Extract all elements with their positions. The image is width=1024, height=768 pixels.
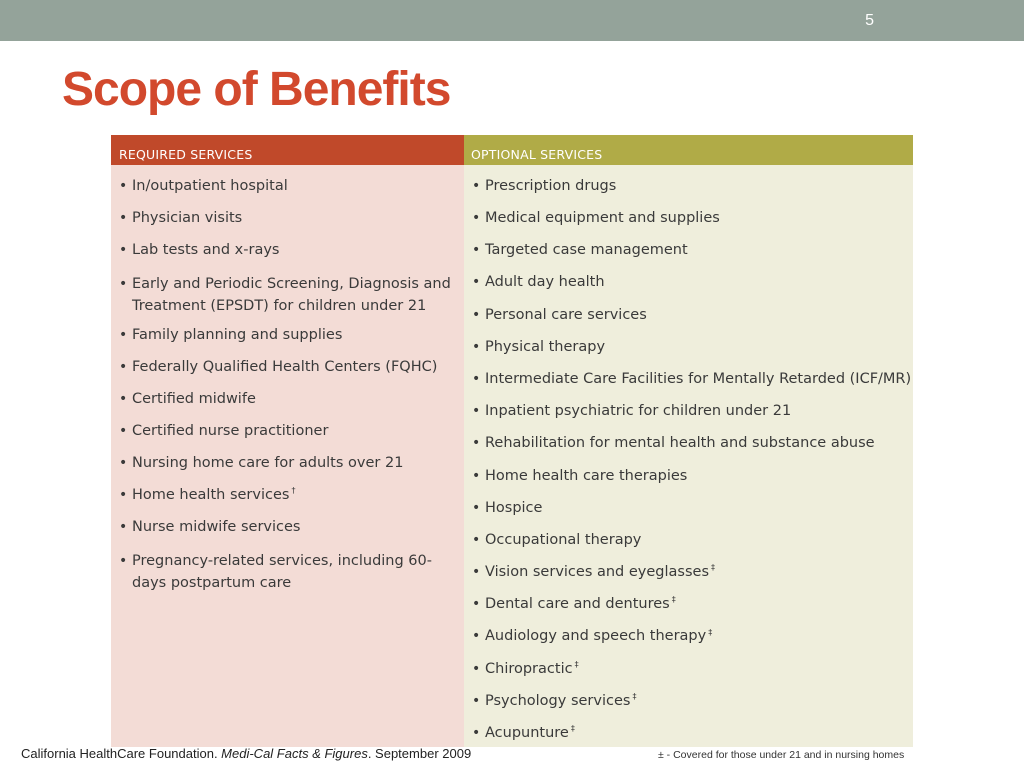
benefits-table <box>111 135 913 747</box>
list-item <box>111 358 464 377</box>
footnote-mark: ‡ <box>570 724 575 734</box>
list-item-text: Home health care therapies <box>485 467 688 484</box>
list-item <box>111 326 464 345</box>
list-item <box>464 563 913 582</box>
list-item <box>464 660 913 679</box>
list-item-text: Family planning and supplies <box>132 327 343 343</box>
footnote-mark: ‡ <box>671 595 676 605</box>
source-org: California HealthCare Foundation. <box>21 746 222 761</box>
required-services-column <box>111 135 464 747</box>
list-item-text: Nurse midwife services <box>132 519 301 535</box>
list-item <box>464 273 913 292</box>
list-item <box>111 390 464 409</box>
list-item <box>464 627 913 646</box>
list-item-text: Audiology and speech therapy <box>485 628 707 645</box>
list-item <box>464 241 913 260</box>
footnote: ± - Covered for those under 21 and in nursing homes <box>658 749 905 761</box>
list-item-text: Inpatient psychiatric for children under 21 <box>485 403 792 420</box>
list-item <box>464 692 913 711</box>
required-services-list <box>111 165 464 594</box>
list-item <box>111 273 464 317</box>
list-item-text: Physician visits <box>132 210 243 226</box>
list-item-text: Federally Qualified Health Centers (FQHC) <box>132 359 438 375</box>
list-item <box>111 422 464 441</box>
footnote-mark: ‡ <box>632 691 637 701</box>
list-item <box>464 209 913 228</box>
list-item-text: Intermediate Care Facilities for Mentally Retarded (ICF/MR) <box>485 370 912 387</box>
list-item-text: Early and Periodic Screening, Diagnosis and Treatment (EPSDT) for children under 21 <box>132 276 451 314</box>
list-item-text: Occupational therapy <box>485 531 642 548</box>
list-item <box>464 467 913 486</box>
slide-number: 5 <box>865 12 874 29</box>
optional-services-header: OPTIONAL SERVICES <box>464 135 913 165</box>
list-item-text: Certified nurse practitioner <box>132 423 329 439</box>
source-date: . September 2009 <box>367 746 472 761</box>
footnote-mark: † <box>291 486 296 496</box>
list-item-text: Dental care and dentures <box>485 596 670 613</box>
list-item <box>464 402 913 421</box>
list-item <box>464 595 913 614</box>
required-services-header: REQUIRED SERVICES <box>111 135 464 165</box>
list-item <box>111 209 464 228</box>
list-item <box>464 724 913 743</box>
list-item-text: Acupunture <box>485 725 569 741</box>
top-bar <box>0 0 1024 41</box>
footnote-mark: ‡ <box>711 563 715 573</box>
list-item <box>111 177 464 196</box>
list-item <box>464 177 913 196</box>
source-title: Medi-Cal Facts & Figures <box>221 746 368 761</box>
list-item-text: Chiropractic <box>485 660 573 677</box>
list-item-text: Medical equipment and supplies <box>485 210 720 226</box>
list-item-text: Nursing home care for adults over 21 <box>132 455 404 471</box>
list-item-text: Psychology services <box>485 692 631 709</box>
list-item <box>111 454 464 473</box>
list-item-text: Vision services and eyeglasses <box>485 564 709 581</box>
optional-services-list <box>464 165 913 743</box>
list-item-text: In/outpatient hospital <box>132 178 288 194</box>
footnote-mark: ‡ <box>708 627 713 637</box>
list-item <box>464 370 913 389</box>
list-item-text: Physical therapy <box>485 338 606 355</box>
list-item <box>464 338 913 357</box>
list-item-text: Home health services <box>132 487 290 503</box>
list-item <box>111 518 464 537</box>
list-item <box>464 306 913 325</box>
list-item <box>111 241 464 260</box>
list-item-text: Certified midwife <box>132 391 256 407</box>
optional-services-column <box>464 135 913 747</box>
list-item-text: Pregnancy-related services, including 60-days postpartum care <box>132 553 432 591</box>
slide-title: Scope of Benefits <box>62 63 451 116</box>
list-item <box>464 434 913 453</box>
list-item-text: Prescription drugs <box>485 178 617 194</box>
list-item-text: Lab tests and x-rays <box>132 242 280 258</box>
list-item-text: Hospice <box>485 499 543 516</box>
list-item-text: Rehabilitation for mental health and substance abuse <box>485 435 875 452</box>
list-item-text: Targeted case management <box>485 242 688 259</box>
source-citation <box>21 746 471 761</box>
list-item <box>111 550 464 594</box>
list-item-text: Adult day health <box>485 274 605 291</box>
list-item-text: Personal care services <box>485 306 647 323</box>
list-item <box>464 531 913 550</box>
list-item <box>111 486 464 505</box>
list-item <box>464 499 913 518</box>
footnote-mark: ‡ <box>574 659 579 669</box>
